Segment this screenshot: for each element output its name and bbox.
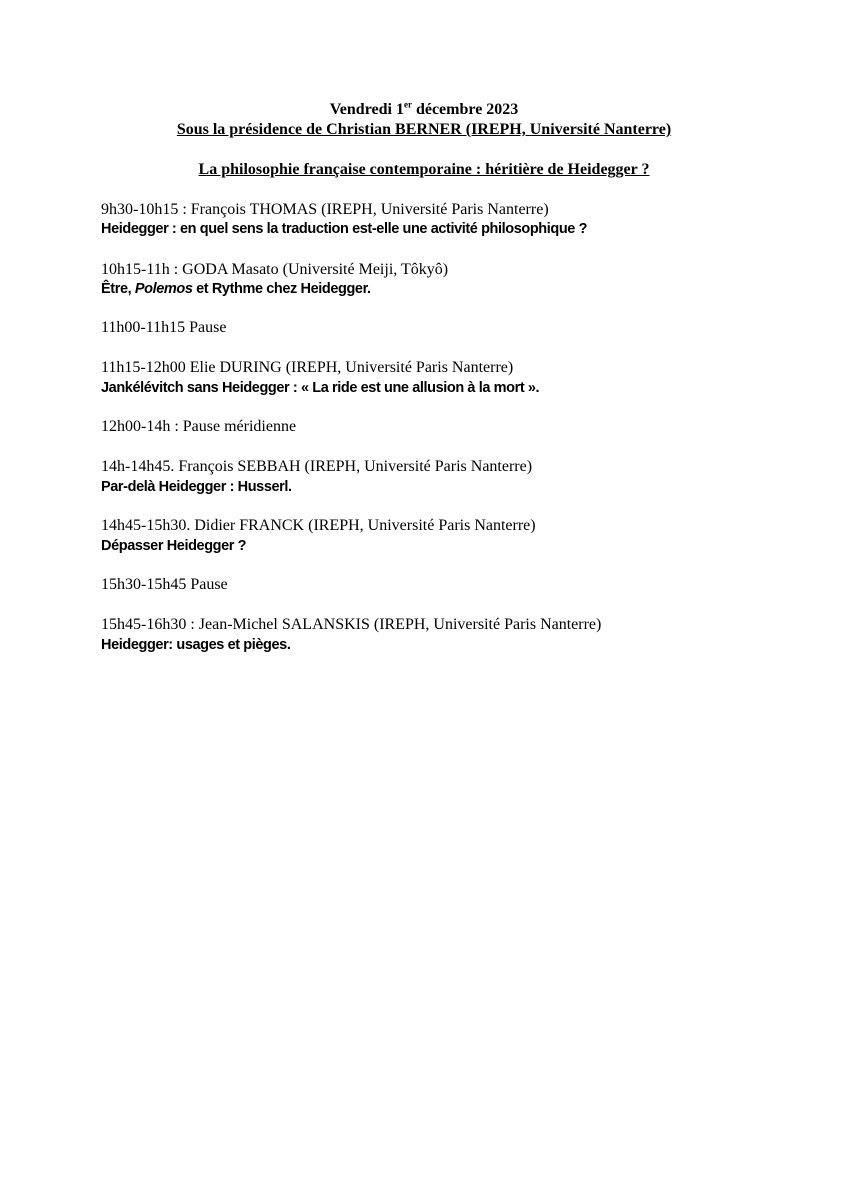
session-presidency: [0, 120, 848, 140]
talk-5-time-speaker: 14h45-15h30. Didier FRANCK (IREPH, Université Paris Nanterre): [101, 517, 536, 534]
session-theme: [0, 160, 848, 180]
break-1: 11h00-11h15 Pause: [101, 319, 227, 336]
talk-3-title: Jankélévitch sans Heidegger : « La ride est une allusion à la mort ».: [101, 380, 540, 396]
talk-3-time-speaker: 11h15-12h00 Elie DURING (IREPH, Université Paris Nanterre): [101, 359, 514, 376]
talk-2-title-start: Être,: [101, 281, 135, 297]
talk-1-title: Heidegger : en quel sens la traduction est-elle une activité philosophique ?: [101, 221, 588, 237]
talk-5-title: Dépasser Heidegger ?: [101, 538, 247, 554]
talk-2-title-italic: Polemos: [134, 281, 193, 297]
talk-2-title: [101, 279, 371, 299]
talk-2-title-end: et Rythme chez Heidegger.: [192, 281, 371, 297]
break-2: 15h30-15h45 Pause: [101, 576, 228, 593]
session-date-month-year: décembre 2023: [411, 101, 519, 118]
talk-6-title: Heidegger: usages et pièges.: [101, 637, 291, 653]
theme-text: La philosophie française contemporaine : héritière de Heidegger ?: [198, 161, 650, 178]
lunch-break: 12h00-14h : Pause méridienne: [101, 418, 297, 435]
talk-6-time-speaker: 15h45-16h30 : Jean-Michel SALANSKIS (IREPH, Université Paris Nanterre): [101, 616, 602, 633]
talk-2-time-speaker: 10h15-11h : GODA Masato (Université Meiji, Tôkyô): [101, 261, 449, 278]
talk-1-time-speaker: 9h30-10h15 : François THOMAS (IREPH, Université Paris Nanterre): [101, 201, 549, 218]
talk-4-time-speaker: 14h-14h45. François SEBBAH (IREPH, Université Paris Nanterre): [101, 458, 533, 475]
session-date: [0, 100, 848, 120]
talk-4-title: Par-delà Heidegger : Husserl.: [101, 479, 292, 495]
presidency-text: Sous la présidence de Christian BERNER (IREPH, Université Nanterre): [176, 121, 672, 138]
session-date-day: Vendredi 1: [329, 101, 404, 118]
session-date-ordinal: er: [403, 99, 412, 110]
